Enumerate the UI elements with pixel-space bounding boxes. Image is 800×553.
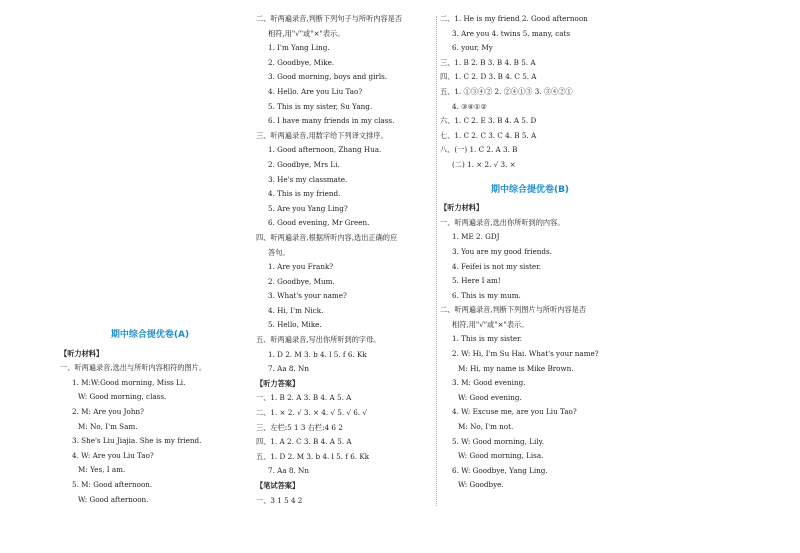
text-line: 4. Hi, I'm Nick. (268, 305, 324, 315)
text-line: 一、听两遍录音,选出你所听到的内容。 (440, 217, 565, 227)
text-line: 1. Good afternoon, Zhang Hua. (268, 145, 382, 155)
text-line: 七、1. C 2. C 3. C 4. B 5. A (440, 130, 537, 140)
text-line: 3. You are my good friends. (452, 246, 552, 256)
text-line: 2. Goodbye, Mike. (268, 57, 335, 67)
text-line: 7. Aa 8. Nn (268, 364, 309, 374)
text-line: 5. Are you Yang Ling? (268, 203, 348, 213)
text-line: 五、1. D 2. M 3. b 4. l 5. f 6. Kk (256, 451, 370, 461)
text-line: M: No, I'm Sam. (78, 421, 138, 431)
text-line: 一、听两遍录音,选出与所听内容相符的图片。 (60, 363, 207, 373)
text-line: 1. D 2. M 3. b 4. l 5. f 6. Kk (268, 349, 367, 359)
text-line: 2. W: Hi, I'm Su Hai. What's your name? (452, 349, 599, 359)
column-divider (436, 16, 437, 506)
text-line: 4. W: Are you Liu Tao? (72, 450, 154, 460)
text-line: 三、左栏:5 1 3 右栏:4 6 2 (256, 422, 343, 432)
text-line: 4. Feifei is not my sister. (452, 261, 542, 271)
text-line: W: Good evening. (458, 392, 522, 402)
right-column-answers (440, 12, 620, 173)
section-title-b: 期中综合提优卷(B) (490, 184, 570, 195)
text-line: 二、听两遍录音,判断下列句子与所听内容是否 (256, 14, 403, 23)
text-line: W: Good afternoon. (78, 494, 149, 504)
text-line: 2. Goodbye, Mum. (268, 276, 335, 286)
column-middle (256, 12, 431, 508)
text-line: 4. This is my friend. (268, 189, 341, 199)
text-line: 3. Are you 4. twins 5. many, cats (452, 28, 571, 38)
text-line: W: Good morning, class. (78, 392, 167, 402)
text-line: 二、1. × 2. √ 3. × 4. √ 5. √ 6. √ (256, 408, 368, 418)
text-line: 五、听两遍录音,写出你所听到的字母。 (256, 335, 381, 345)
text-line: 6. This is my mum. (452, 290, 521, 300)
text-line: 【听力答案】 (256, 378, 300, 388)
text-line: 1. This is my sister. (452, 334, 523, 344)
text-line: 4. Hello. Are you Liu Tao? (268, 86, 363, 96)
text-line: 二、听两遍录音,判断下列图片与所听内容是否 (440, 305, 587, 315)
text-line: 1. ME 2. GDJ (452, 232, 500, 242)
text-line: 5. This is my sister, Su Yang. (268, 101, 373, 111)
text-line: 3. He's my classmate. (268, 174, 348, 184)
text-line: 4. ③④①② (452, 101, 487, 111)
text-line: 1. Are you Frank? (268, 262, 334, 272)
text-line: 【听力材料】 (440, 203, 484, 213)
text-line: 3. M: Good evening. (452, 378, 526, 388)
text-line: 三、听两遍录音,用数字给下列译文排序。 (256, 130, 388, 140)
text-line: M: Yes, I am. (78, 465, 126, 475)
text-line: 八、(一) 1. C 2. A 3. B (440, 145, 518, 155)
text-line: 5. M: Good afternoon. (72, 479, 153, 489)
text-line: M: No, I'm not. (458, 422, 514, 432)
text-line: 四、1. C 2. D 3. B 4. C 5. A (440, 72, 537, 82)
column-left (60, 322, 240, 507)
text-line: 3. She's Liu Jiajia. She is my friend. (72, 436, 202, 446)
text-line: 6. W: Goodbye, Yang Ling. (452, 465, 548, 475)
text-line: 一、1. B 2. A 3. B 4. A 5. A (256, 393, 352, 403)
text-line: (二) 1. × 2. √ 3. × (452, 159, 516, 169)
text-line: 4. W: Excuse me, are you Liu Tao? (452, 407, 577, 417)
text-line: 三、1. B 2. B 3. B 4. B 5. A (440, 57, 536, 67)
text-line: 5. Hello, Mike. (268, 320, 322, 330)
text-line: 五、1. ①③④② 2. ②④①③ 3. ③④②① (440, 86, 573, 96)
left-column-lines (60, 347, 240, 508)
column-right (440, 12, 620, 493)
text-line: M: Hi, my name is Mike Brown. (458, 363, 574, 373)
text-line: 四、听两遍录音,根据所听内容,选出正确的应 (256, 232, 398, 242)
text-line: 6. your, My (452, 43, 493, 53)
text-line: 【笔试答案】 (256, 481, 300, 490)
text-line: 1. I'm Yang Ling. (268, 43, 330, 53)
text-line: 答句。 (268, 247, 290, 257)
text-line: 相符,用"√"或"×"表示。 (268, 28, 345, 38)
text-line: 2. Goodbye, Mrs Li. (268, 159, 340, 169)
right-column-lines (440, 201, 620, 493)
text-line: 二、1. He is my friend 2. Good afternoon (440, 14, 588, 23)
section-title-a: 期中综合提优卷(A) (110, 330, 190, 340)
text-line: 六、1. C 2. E 3. B 4. A 5. D (440, 116, 537, 126)
text-line: 相符,用"√"或"×"表示。 (452, 319, 529, 329)
text-line: W: Goodbye. (458, 480, 504, 490)
text-line: 3. What's your name? (268, 291, 347, 301)
text-line: 一、3 1 5 4 2 (256, 495, 303, 505)
text-line: 5. W: Good morning, Lily. (452, 436, 544, 446)
text-line: 1. M:W:Good morning, Miss Li. (72, 377, 186, 387)
text-line: 【听力材料】 (60, 348, 104, 358)
text-line: 2. M: Are you John? (72, 406, 144, 416)
middle-column-lines (256, 12, 431, 508)
text-line: 6. I have many friends in my class. (268, 116, 395, 126)
text-line: 3. Good morning, boys and girls. (268, 72, 388, 82)
text-line: 6. Good evening, Mr Green. (268, 218, 370, 228)
text-line: W: Good morning, Lisa. (458, 451, 544, 461)
text-line: 四、1. A 2. C 3. B 4. A 5. A (256, 437, 352, 447)
text-line: 7. Aa 8. Nn (268, 466, 309, 476)
text-line: 5. Here I am! (452, 276, 501, 286)
